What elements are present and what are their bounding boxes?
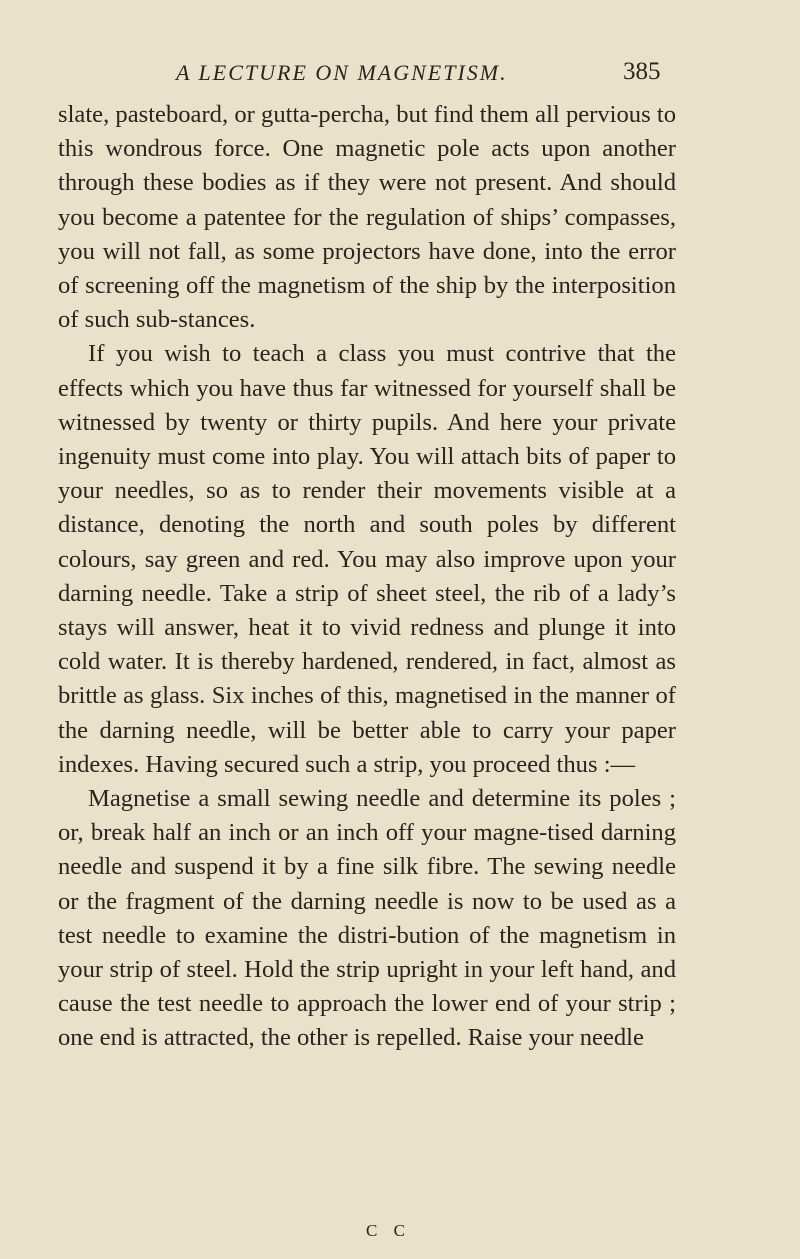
signature-mark: C C (366, 1221, 411, 1240)
paragraph-3: Magnetise a small sewing needle and determine its poles ; or, break half an inch or an inch off your magne-tised darning needle and suspend it by a fine silk fibre. The sewing needle or the fragment of the darning needle is now to be used as a test needle to examine the distri-bution of the magnetism in your strip of steel. Hold the strip upright in your left hand, and cause the test needle to approach the lower end of your strip ; one end is attracted, the other is repelled. Raise your needle (58, 785, 676, 1052)
running-head (0, 56, 800, 96)
page-number: 385 (623, 58, 661, 85)
running-title: A LECTURE ON MAGNETISM. (176, 60, 508, 85)
paragraph-2: If you wish to teach a class you must contrive that the effects which you have thus far witnessed for yourself shall be witnessed by twenty or thirty pupils. And here your private ingenuity must come into play. You will attach bits of paper to your needles, so as to render their movements visible at a distance, denoting the north and south poles by different colours, say green and red. You may also improve upon your darning needle. Take a strip of sheet steel, the rib of a lady’s stays will answer, heat it to vivid redness and plunge it into cold water. It is thereby hardened, rendered, in fact, almost as brittle as glass. Six inches of this, magnetised in the manner of the darning needle, will be better able to carry your paper indexes. Having secured such a strip, you proceed thus :— (58, 340, 676, 778)
body-text (58, 98, 676, 1056)
paragraph-1: slate, pasteboard, or gutta-percha, but find them all pervious to this wondrous force. One magnetic pole acts upon another through these bodies as if they were not present. And should you become a patentee for the regulation of ships’ compasses, you will not fall, as some projectors have done, into the error of screening off the magnetism of the ship by the interposition of such sub-stances. (58, 101, 676, 334)
